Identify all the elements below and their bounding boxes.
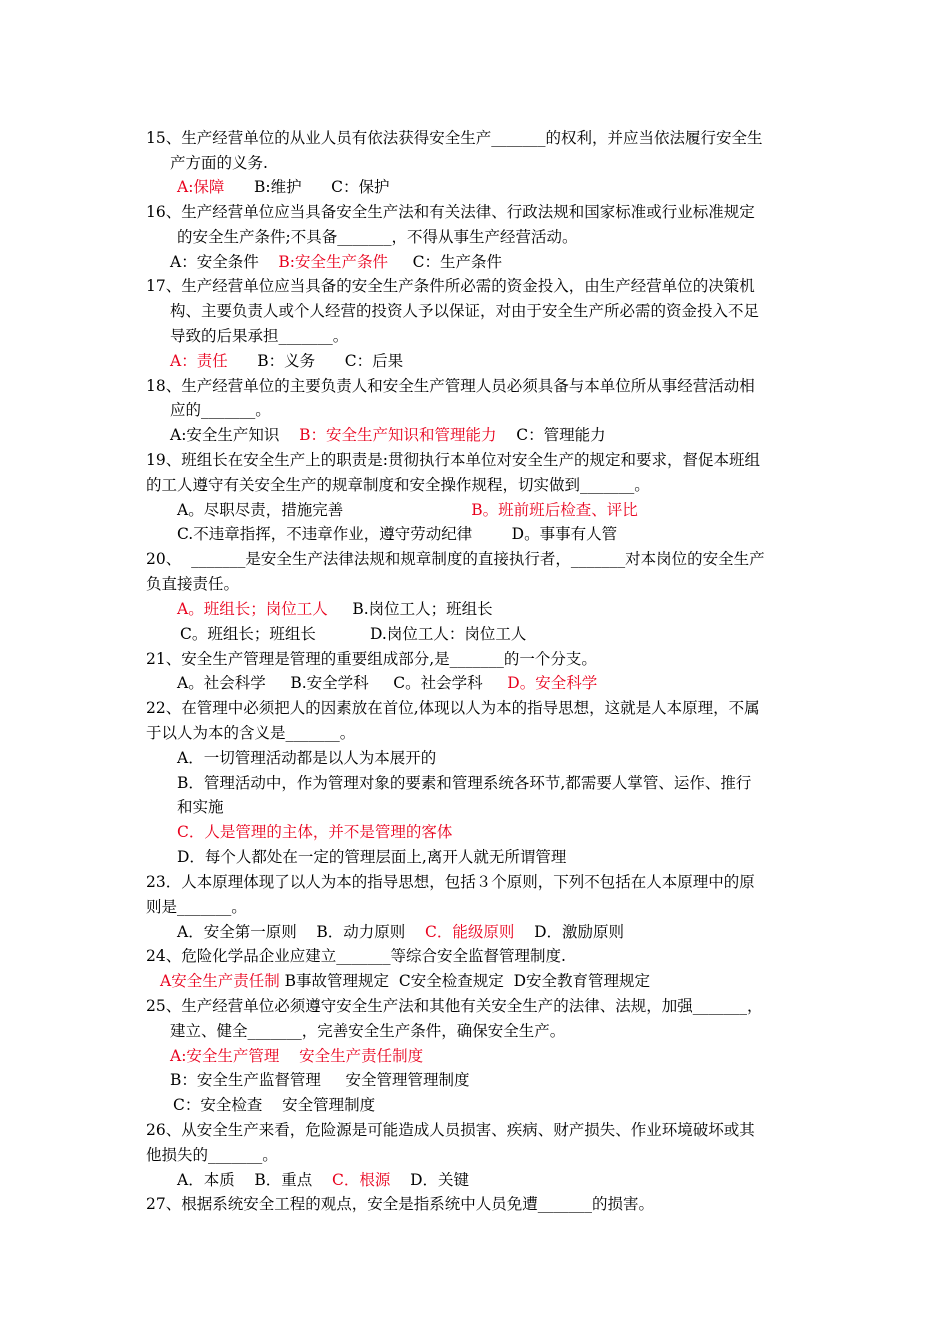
- text-line: [146, 128, 762, 148]
- question-text: 则是_______。: [146, 898, 247, 916]
- text-line: [180, 624, 526, 644]
- question-text: C.不违章指挥，不违章作业，遵守劳动纪律 D。事事有人管: [177, 525, 618, 543]
- answer-text: A安全生产责任制: [160, 972, 280, 990]
- question-text: C：生产条件: [388, 253, 503, 271]
- question-text: B：安全生产监督管理 安全管理管理制度: [170, 1071, 470, 1089]
- question-text: D．关键: [390, 1171, 470, 1189]
- text-line: [170, 301, 759, 321]
- question-text: C。班组长；班组长 D.岗位工人：岗位工人: [180, 625, 527, 643]
- text-line: [146, 1145, 278, 1165]
- question-text: 构、主要负责人或个人经营的投资人予以保证，对由于安全生产所必需的资金投入不足: [170, 302, 760, 320]
- question-text: 和实施: [177, 798, 224, 816]
- question-text: 20、 _______是安全生产法律法规和规章制度的直接执行者，_______对本岗位的安全生产: [146, 550, 765, 568]
- question-text: 的安全生产条件;不具备_______，不得从事生产经营活动。: [177, 228, 578, 246]
- question-text: A。尽职尽责，措施完善: [177, 501, 472, 519]
- question-text: A．一切管理活动都是以人为本展开的: [177, 749, 437, 767]
- answer-text: C．能级原则: [425, 923, 515, 941]
- question-text: D．每个人都处在一定的管理层面上,离开人就无所谓管理: [177, 848, 567, 866]
- question-text: 24、危险化学品企业应建立_______等综合安全监督管理制度.: [146, 947, 566, 965]
- question-text: B：义务 C：后果: [227, 352, 404, 370]
- question-text: 建立、健全_______，完善安全生产条件，确保安全生产。: [170, 1022, 566, 1040]
- question-text: 18、生产经营单位的主要负责人和安全生产管理人员必须具备与本单位所从事经营活动相: [146, 377, 755, 395]
- text-line: [146, 1120, 755, 1140]
- text-line: [170, 351, 403, 371]
- answer-text: B:安全生产条件: [278, 253, 389, 271]
- answer-text: C．根源: [332, 1171, 391, 1189]
- text-line: [177, 177, 390, 197]
- question-text: B．管理活动中，作为管理对象的要素和管理系统各环节,都需要人掌管、运作、推行: [177, 774, 752, 792]
- text-line: [177, 227, 577, 247]
- text-line: [146, 202, 755, 222]
- question-text: 的工人遵守有关安全生产的规章制度和安全操作规程，切实做到_______。: [146, 476, 650, 494]
- text-line: [146, 475, 650, 495]
- text-line: [146, 276, 755, 296]
- text-line: [177, 599, 493, 619]
- text-line: [177, 922, 624, 942]
- text-line: [177, 673, 597, 693]
- text-line: [170, 326, 348, 346]
- question-text: 于以人为本的含义是_______。: [146, 724, 356, 742]
- question-text: 16、生产经营单位应当具备安全生产法和有关法律、行政法规和国家标准或行业标准规定: [146, 203, 755, 221]
- text-line: [146, 723, 355, 743]
- answer-text: B。班前班后检查、评比: [471, 501, 638, 519]
- text-line: [146, 897, 247, 917]
- question-text: 19、班组长在安全生产上的职责是:贯彻执行本单位对安全生产的规定和要求，督促本班组: [146, 451, 760, 469]
- text-line: [160, 971, 650, 991]
- answer-text: A。班组长；岗位工人: [177, 600, 328, 618]
- answer-text: A:安全生产管理 安全生产责任制度: [170, 1047, 424, 1065]
- question-text: 26、从安全生产来看，危险源是可能造成人员损害、疾病、财产损失、作业环境破坏或其: [146, 1121, 755, 1139]
- question-text: A．安全第一原则 B．动力原则: [177, 923, 426, 941]
- text-line: [170, 153, 268, 173]
- question-text: B.岗位工人；班组长: [327, 600, 493, 618]
- text-line: [177, 1170, 469, 1190]
- text-line: [177, 500, 638, 520]
- question-text: 21、安全生产管理是管理的重要组成部分,是_______的一个分支。: [146, 650, 597, 668]
- question-text: C：管理能力: [496, 426, 606, 444]
- question-text: A:安全生产知识: [170, 426, 300, 444]
- answer-text: A:保障: [177, 178, 225, 196]
- question-text: 产方面的义务.: [170, 154, 268, 172]
- text-line: [146, 376, 755, 396]
- question-text: B事故管理规定 C安全检查规定 D安全教育管理规定: [279, 972, 651, 990]
- question-text: 应的_______。: [170, 401, 271, 419]
- question-text: 23．人本原理体现了以人为本的指导思想，包括３个原则，下列不包括在人本原理中的原: [146, 873, 755, 891]
- text-line: [177, 847, 566, 867]
- text-line: [170, 1070, 470, 1090]
- text-line: [173, 1095, 375, 1115]
- text-line: [170, 400, 271, 420]
- question-text: 负直接责任。: [146, 575, 240, 593]
- answer-text: A：责任: [170, 352, 228, 370]
- text-line: [177, 797, 224, 817]
- text-line: [170, 252, 502, 272]
- text-line: [146, 574, 239, 594]
- question-text: 17、生产经营单位应当具备的安全生产条件所必需的资金投入，由生产经营单位的决策机: [146, 277, 755, 295]
- question-text: B:维护 C：保护: [224, 178, 390, 196]
- text-line: [146, 649, 597, 669]
- text-line: [146, 872, 755, 892]
- text-line: [177, 822, 452, 842]
- question-text: 27、根据系统安全工程的观点，安全是指系统中人员免遭_______的损害。: [146, 1195, 654, 1213]
- text-line: [146, 450, 760, 470]
- text-line: [170, 425, 606, 445]
- question-text: 15、生产经营单位的从业人员有依法获得安全生产_______的权利，并应当依法履行安全生: [146, 129, 763, 147]
- text-line: [146, 946, 566, 966]
- answer-text: B：安全生产知识和管理能力: [299, 426, 497, 444]
- question-text: 25、生产经营单位必须遵守安全生产法和其他有关安全生产的法律、法规，加强_______，: [146, 997, 763, 1015]
- text-line: [177, 748, 436, 768]
- answer-text: D。安全科学: [507, 674, 598, 692]
- text-line: [177, 773, 751, 793]
- question-text: 导致的后果承担_______。: [170, 327, 349, 345]
- text-line: [170, 1046, 423, 1066]
- text-line: [146, 996, 762, 1016]
- text-line: [170, 1021, 565, 1041]
- text-line: [177, 524, 617, 544]
- question-text: 他损失的_______。: [146, 1146, 278, 1164]
- question-text: D．激励原则: [514, 923, 625, 941]
- question-text: A。社会科学 B.安全学科 C。社会学科: [177, 674, 508, 692]
- text-line: [146, 549, 765, 569]
- text-line: [146, 698, 760, 718]
- text-line: [146, 1194, 654, 1214]
- question-text: A：安全条件: [170, 253, 279, 271]
- question-text: A．本质 B．重点: [177, 1171, 333, 1189]
- answer-text: C．人是管理的主体，并不是管理的客体: [177, 823, 453, 841]
- question-text: C：安全检查 安全管理制度: [173, 1096, 376, 1114]
- question-text: 22、在管理中必须把人的因素放在首位,体现以人为本的指导思想，这就是人本原理，不属: [146, 699, 760, 717]
